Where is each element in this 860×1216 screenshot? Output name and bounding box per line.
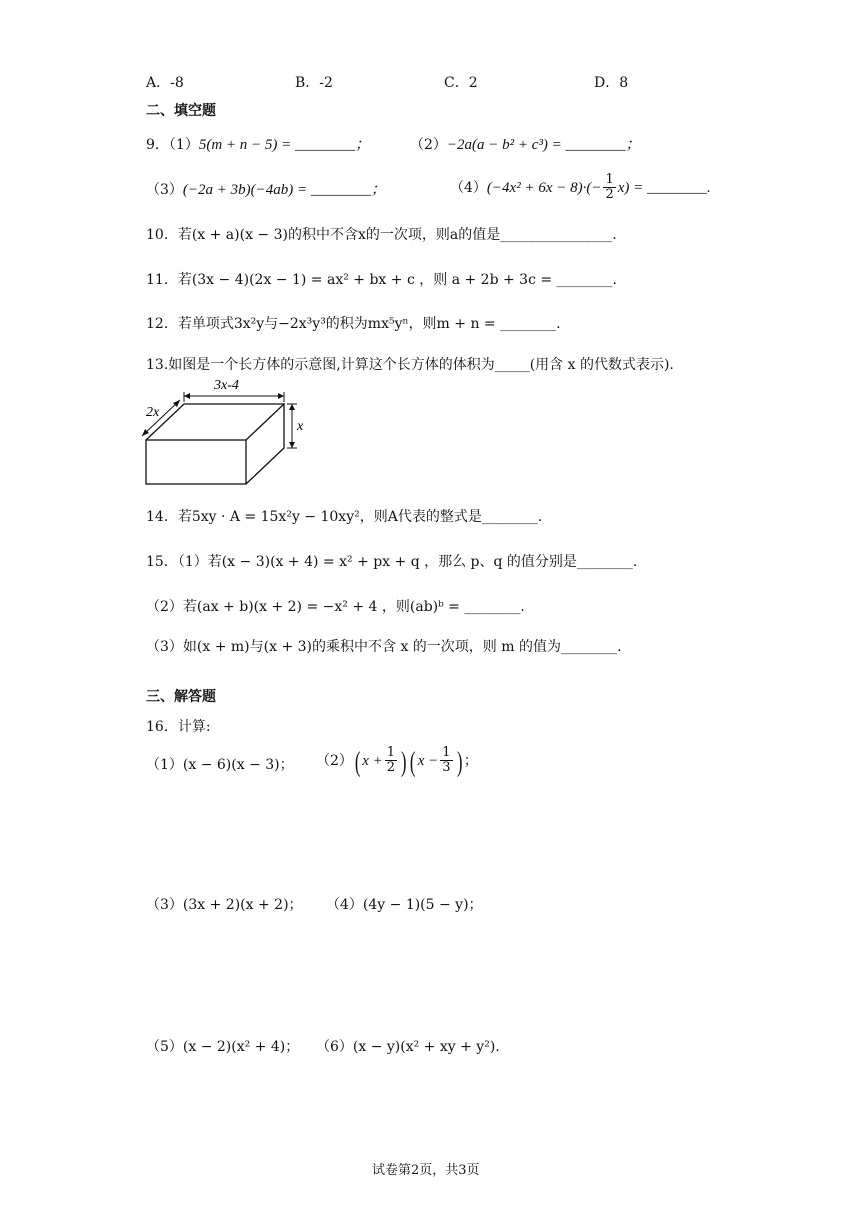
fraction-numerator: 1 <box>386 745 396 760</box>
question-14: 14．若5xy · A = 15x²y − 10xy²，则A代表的整式是________. <box>146 509 543 525</box>
part-label: （4） <box>450 179 487 196</box>
option-b: B．-2 <box>295 75 333 91</box>
length-label: 3x-4 <box>214 378 239 393</box>
fraction-numerator: 1 <box>605 172 614 187</box>
question-9-part-3 <box>146 183 386 198</box>
cuboid-top-face <box>146 404 284 440</box>
question-9-part-4 <box>450 173 711 203</box>
math-expression: x − <box>417 752 439 769</box>
part-label: （3） <box>146 182 183 198</box>
part-label: （2） <box>410 137 447 153</box>
page-footer: 试卷第2页，共3页 <box>372 1163 480 1178</box>
part-label: （1） <box>168 137 199 153</box>
arrowhead <box>278 393 284 399</box>
question-16-part-4: （4）(4y − 1)(5 − y)； <box>326 897 483 913</box>
arrowhead <box>289 442 295 448</box>
question-13: 13.如图是一个长方体的示意图,计算这个长方体的体积为_____(用含 x 的代数式表示). <box>146 357 674 373</box>
math-expression: x + <box>362 752 383 769</box>
math-expression-left: (−4x² + 6x − 8)·(− <box>486 179 602 196</box>
fraction-numerator: 1 <box>442 745 451 760</box>
height-label: x <box>297 419 304 434</box>
cuboid-front-face <box>146 440 246 484</box>
fraction <box>385 746 397 776</box>
question-16-part-5: （5）(x − 2)(x² + 4)； <box>146 1039 300 1055</box>
math-expression-right: x) = ________. <box>617 179 711 196</box>
arrowhead <box>289 404 295 410</box>
fraction <box>603 173 615 203</box>
option-d: D．8 <box>594 75 629 91</box>
fraction-denominator: 3 <box>442 760 451 776</box>
option-c: C．2 <box>444 75 478 91</box>
question-number: 9． <box>146 137 169 153</box>
question-16-part-6: （6）(x − y)(x² + xy + y²). <box>316 1039 500 1055</box>
question-9-part-1 <box>146 138 370 153</box>
option-a: A．-8 <box>146 75 184 91</box>
cuboid-diagram <box>140 378 310 490</box>
question-16-intro: 16．计算: <box>146 719 211 735</box>
cuboid-right-face <box>246 404 284 484</box>
question-16-part-2: （2）( x + $\frac{1}{2}$ ) ( x − $\frac{1}{3}$ ) ； <box>316 745 478 778</box>
part-label: （2） <box>316 752 353 769</box>
math-expression: 5(m + n − 5) = ________； <box>198 137 371 153</box>
question-16-part-3: （3）(3x + 2)(x + 2)； <box>146 897 303 913</box>
section-heading-solutions: 三、解答题 <box>146 689 216 705</box>
math-expression: −2a(a − b² + c³) = ________； <box>446 137 641 153</box>
question-12: 12．若单项式3x²y与−2x³y³的积为mx⁵yⁿ，则m + n = ________. <box>146 316 561 332</box>
math-expression: (−2a + 3b)(−4ab) = ________； <box>182 182 386 198</box>
question-9-part-2 <box>410 138 641 153</box>
question-15-part-1: 15．（1）若(x − 3)(x + 4) = x² + px + q ，那么 p、q 的值分别是________. <box>146 554 638 570</box>
fraction-denominator: 2 <box>386 760 396 776</box>
section-heading-fill-blank: 二、填空题 <box>146 103 216 119</box>
separator: ； <box>463 752 478 769</box>
fraction-denominator: 2 <box>605 187 614 203</box>
question-16-part-1: （1）(x − 6)(x − 3)； <box>146 757 294 773</box>
question-15-part-2: （2）若(ax + b)(x + 2) = −x² + 4 ，则(ab)ᵇ = ________. <box>146 599 525 615</box>
depth-label: 2x <box>146 405 160 420</box>
question-10: 10．若(x + a)(x − 3)的积中不含x的一次项，则a的值是________________. <box>146 227 617 243</box>
question-15-part-3: （3）如(x + m)与(x + 3)的乘积中不含 x 的一次项，则 m 的值为________. <box>146 639 622 655</box>
arrowhead <box>184 393 190 399</box>
fraction <box>440 746 452 776</box>
question-11: 11．若(3x − 4)(2x − 1) = ax² + bx + c ，则 a + 2b + 3c = ________. <box>146 272 617 288</box>
